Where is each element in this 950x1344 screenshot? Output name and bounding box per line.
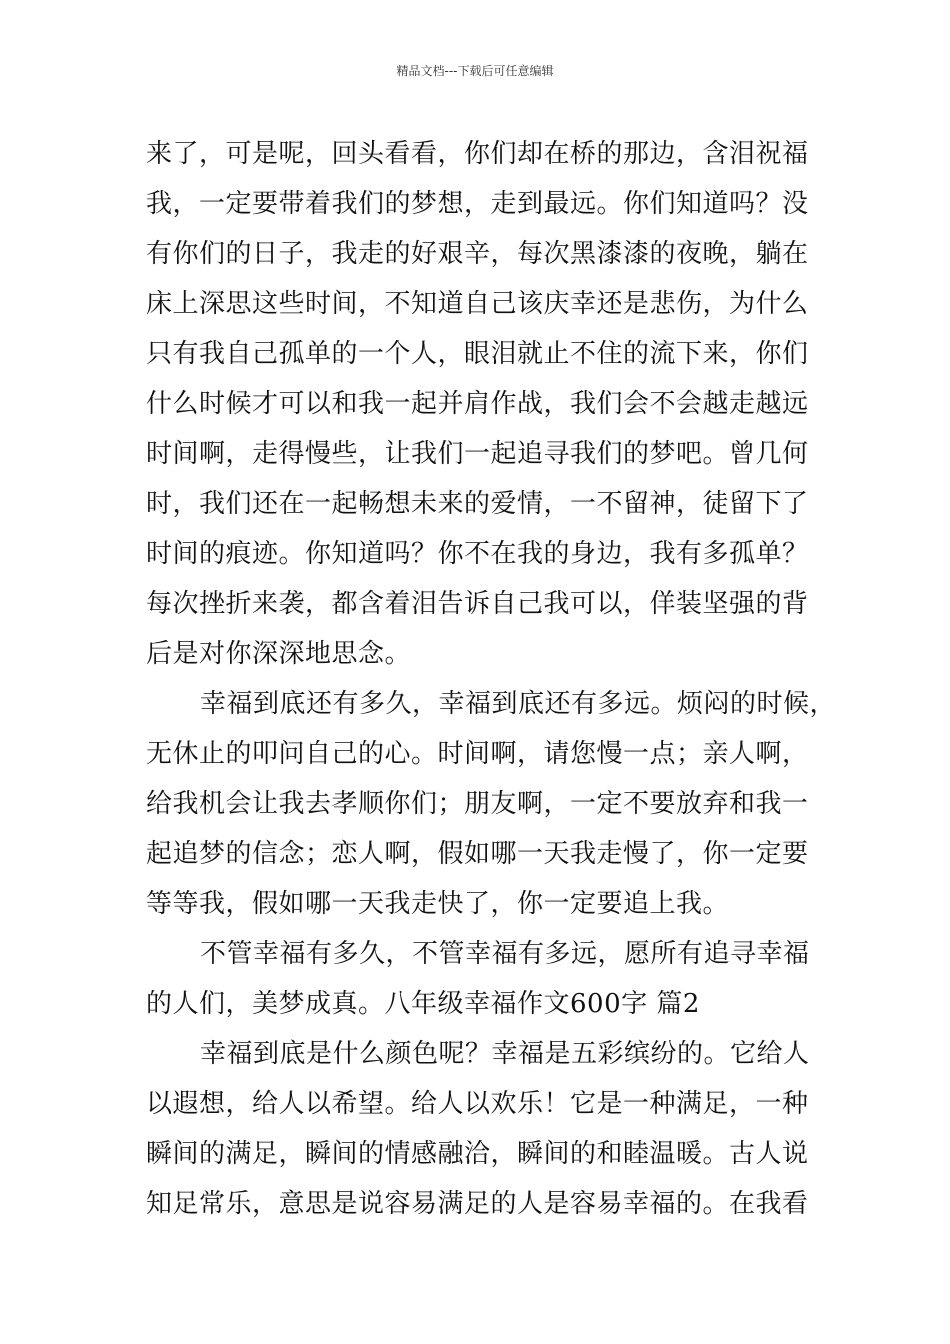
text-line: 时间啊，走得慢些，让我们一起追寻我们的梦吧。曾几何 [146,439,809,469]
text-line: 无休止的叩问自己的心。时间啊，请您慢一点；亲人啊， [146,739,809,769]
text-line: 有你们的日子，我走的好艰辛，每次黑漆漆的夜晚，躺在 [146,239,809,269]
text-line: 只有我自己孤单的一个人，眼泪就止不住的流下来，你们 [146,339,809,369]
text-line: 每次挫折来袭，都含着泪告诉自己我可以，佯装坚强的背 [146,589,809,619]
page-header: 精品文档---下载后可任意编辑 [396,64,554,78]
text-line: 起追梦的信念；恋人啊，假如哪一天我走慢了，你一定要 [146,839,809,869]
text-line: 时，我们还在一起畅想未来的爱情，一不留神，徒留下了 [146,489,809,519]
text-line: 什么时候才可以和我一起并肩作战，我们会不会越走越远 [146,389,809,419]
text-line: 来了，可是呢，回头看看，你们却在桥的那边，含泪祝福 [146,139,809,169]
text-line: 以遐想，给人以希望。给人以欢乐！它是一种满足，一种 [146,1089,809,1119]
text-line: 的人们，美梦成真。八年级幸福作文600字 篇2 [146,989,700,1019]
text-line: 后是对你深深地思念。 [146,639,412,669]
text-line: 知足常乐，意思是说容易满足的人是容易幸福的。在我看 [146,1189,809,1219]
text-line: 等等我，假如哪一天我走快了，你一定要追上我。 [146,889,730,919]
text-line: 幸福到底还有多久，幸福到底还有多远。烦闷的时候， [200,689,837,719]
text-line: 幸福到底是什么颜色呢？幸福是五彩缤纷的。它给人 [200,1039,810,1069]
text-line: 时间的痕迹。你知道吗？你不在我的身边，我有多孤单？ [146,539,809,569]
text-line: 给我机会让我去孝顺你们；朋友啊，一定不要放弃和我一 [146,789,809,819]
text-line: 不管幸福有多久，不管幸福有多远，愿所有追寻幸福 [200,939,810,969]
text-line: 我，一定要带着我们的梦想，走到最远。你们知道吗？没 [146,189,809,219]
document-body [146,129,837,1229]
text-line: 瞬间的满足，瞬间的情感融洽，瞬间的和睦温暖。古人说 [146,1139,809,1169]
text-line: 床上深思这些时间，不知道自己该庆幸还是悲伤，为什么 [146,289,809,319]
